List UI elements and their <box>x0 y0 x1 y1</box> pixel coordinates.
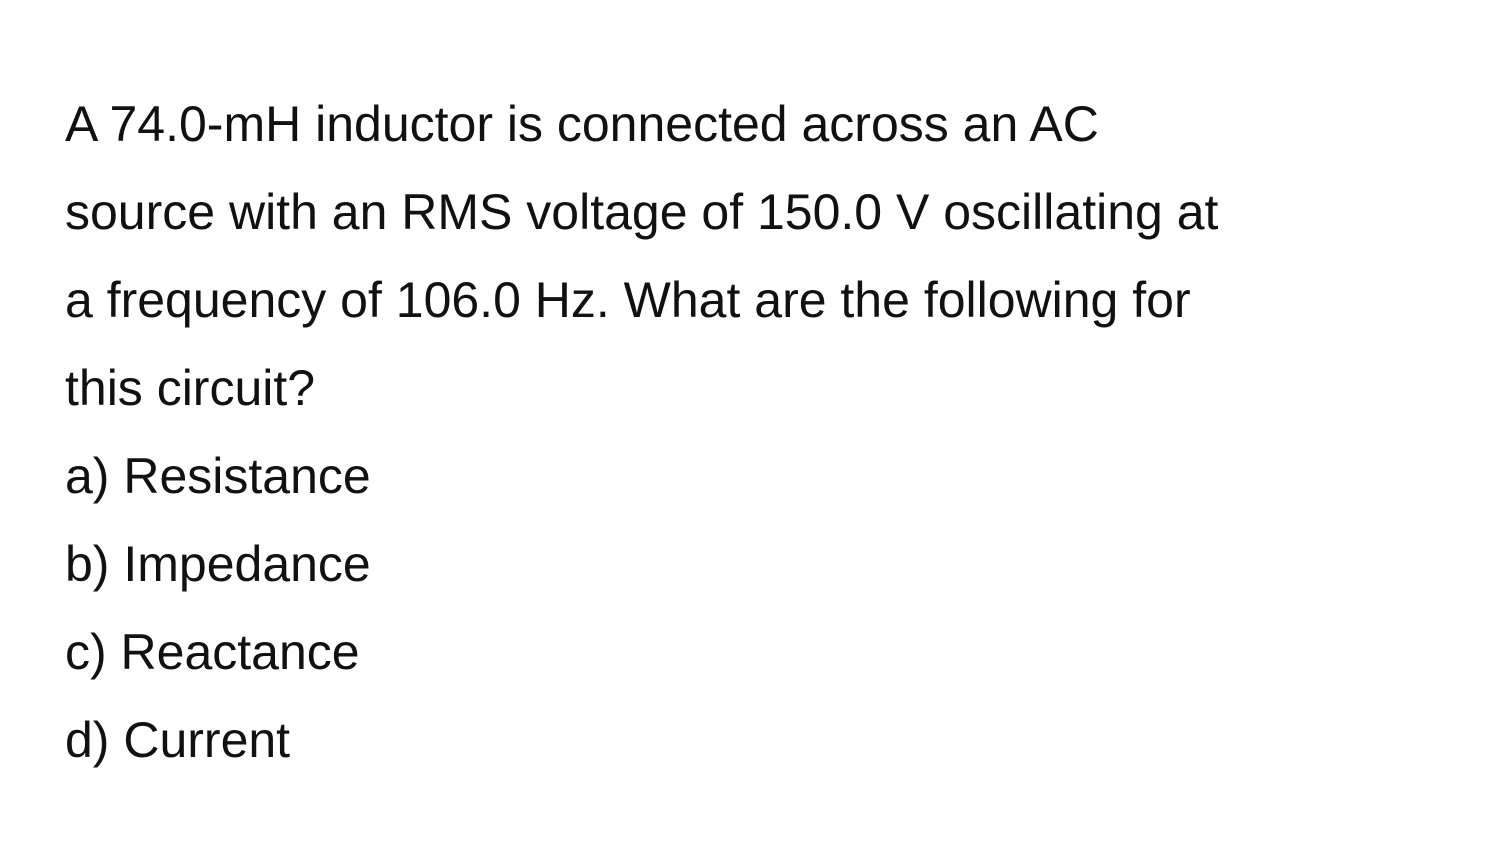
question-text-line-1: A 74.0-mH inductor is connected across an AC <box>65 96 1099 152</box>
question-text-line-2: source with an RMS voltage of 150.0 V oscillating at <box>65 184 1219 240</box>
option-a: a) Resistance <box>65 448 371 504</box>
question-block <box>65 80 1445 784</box>
option-b: b) Impedance <box>65 536 371 592</box>
question-text-line-3: a frequency of 106.0 Hz. What are the following for <box>65 272 1191 328</box>
option-d: d) Current <box>65 712 291 768</box>
question-text-line-4: this circuit? <box>65 360 316 416</box>
option-c: c) Reactance <box>65 624 360 680</box>
